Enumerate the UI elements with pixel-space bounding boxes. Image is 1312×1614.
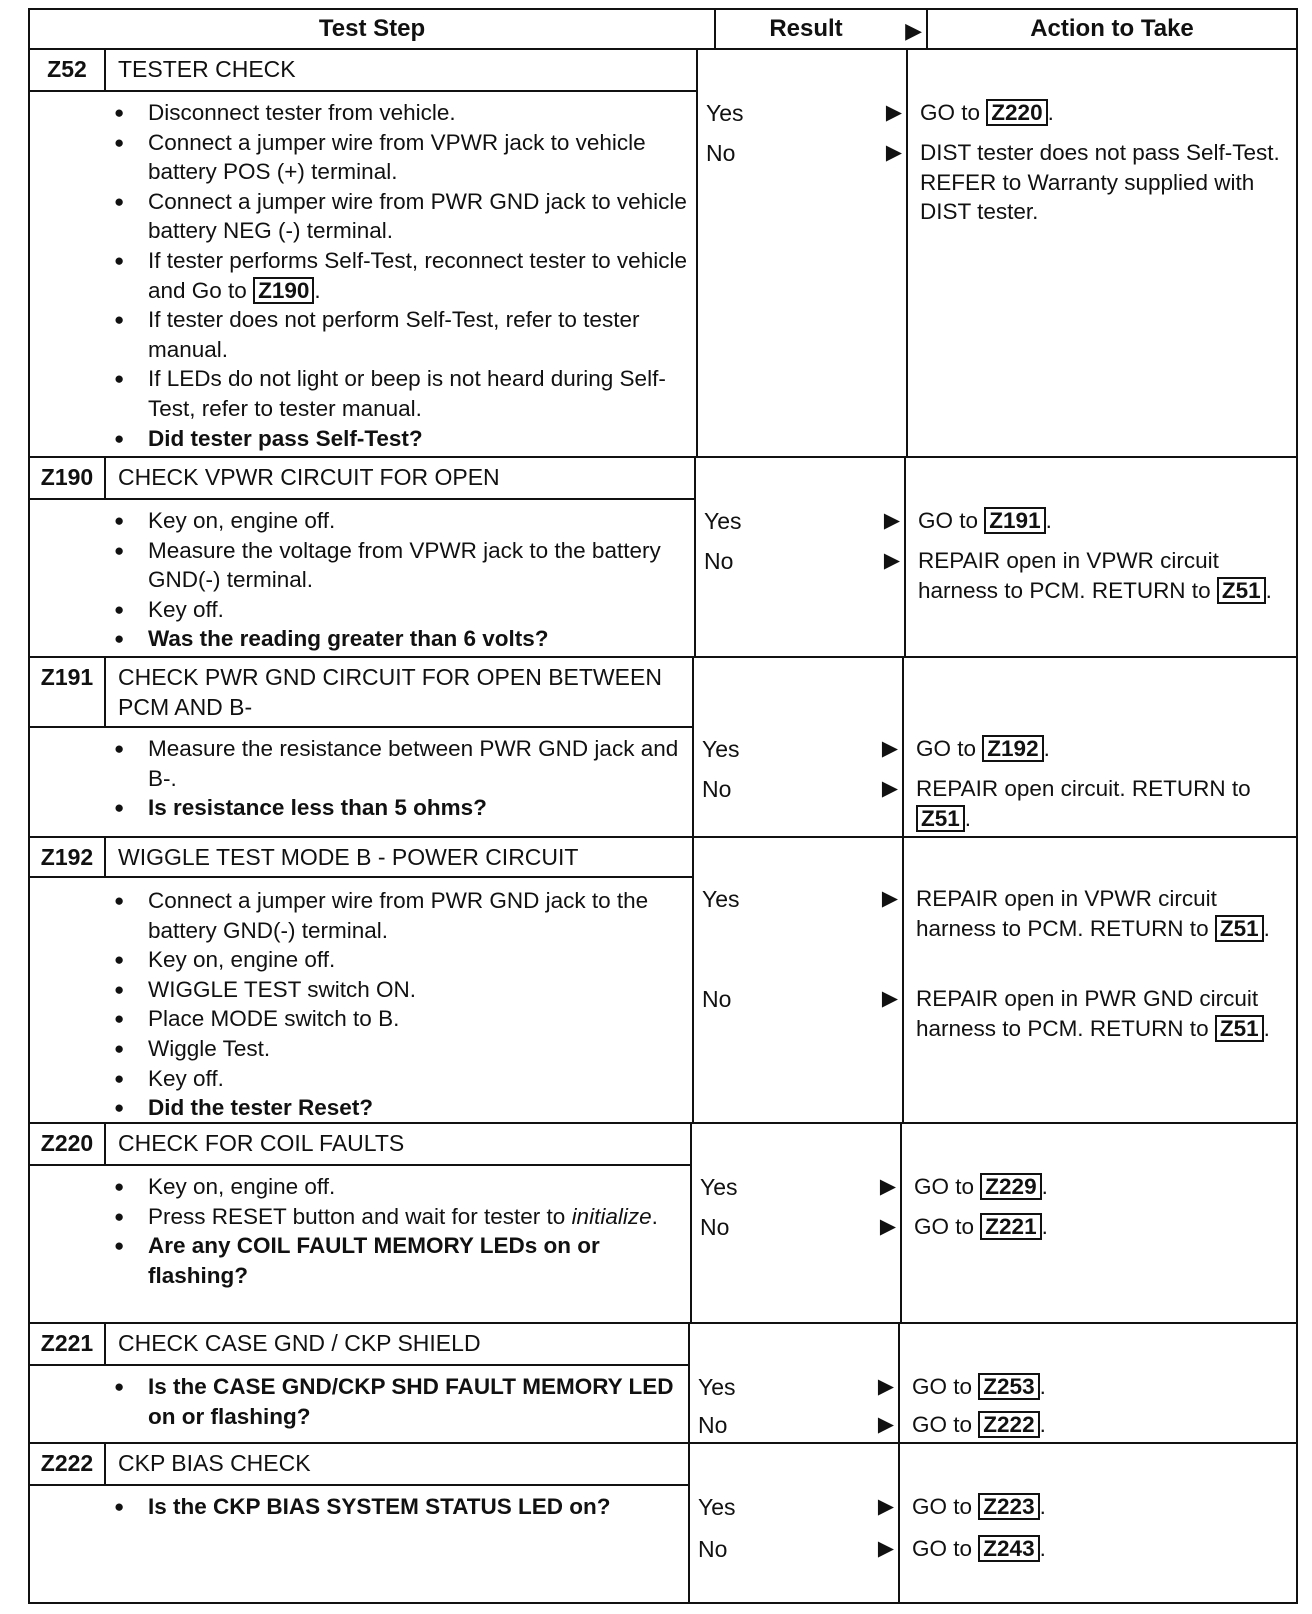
list-item: ● Connect a jumper wire from PWR GND jack to vehicle battery NEG (-) terminal. [110, 187, 688, 246]
list-item-question: ● Are any COIL FAULT MEMORY LEDs on or flashing? [110, 1231, 682, 1290]
step-title: CHECK VPWR CIRCUIT FOR OPEN [118, 464, 500, 490]
arrow-right-icon: ▶ [881, 737, 898, 760]
list-item-question: ● Is the CKP BIAS SYSTEM STATUS LED on? [110, 1492, 680, 1522]
result-no-label: No [700, 1214, 730, 1240]
step-instructions [110, 1372, 680, 1431]
step-title-bar [30, 50, 696, 92]
step-title: WIGGLE TEST MODE B - POWER CIRCUIT [118, 844, 579, 870]
list-item: ● Measure the voltage from VPWR jack to the battery GND(-) terminal. [110, 536, 686, 595]
arrow-right-icon: ▶ [877, 1495, 894, 1518]
step-instructions [110, 886, 684, 1123]
action-text: GO to [918, 508, 979, 533]
step-instructions [110, 506, 686, 654]
step-code: Z52 [30, 50, 106, 90]
action-yes: GO to Z220 . [920, 100, 1054, 125]
step-title: CHECK PWR GND CIRCUIT FOR OPEN BETWEEN PCM AND B- [118, 664, 662, 720]
action-cell [898, 1324, 1296, 1442]
action-yes: GO to Z253 . [912, 1374, 1046, 1399]
result-cell [692, 658, 904, 836]
result-cell [688, 1444, 900, 1602]
step-instructions [110, 1172, 682, 1290]
test-step-cell [30, 658, 694, 836]
action-no: GO to Z221 . [914, 1214, 1048, 1239]
header-action-label: Action to Take [1030, 15, 1194, 42]
list-item: ● Disconnect tester from vehicle. [110, 98, 688, 128]
arrow-right-icon: ▶ [877, 1537, 894, 1560]
step-reference-link[interactable]: Z51 [1215, 915, 1264, 942]
arrow-right-icon: ▶ [877, 1375, 894, 1398]
step-z222 [30, 1444, 1296, 1602]
list-item-emphasis: initialize [571, 1203, 652, 1229]
step-code: Z221 [30, 1324, 106, 1364]
step-reference-link[interactable]: Z192 [982, 735, 1043, 762]
step-instructions [110, 98, 688, 453]
arrow-right-icon: ▶ [881, 987, 898, 1010]
list-item: ● If tester does not perform Self-Test, refer to tester manual. [110, 305, 688, 364]
arrow-right-icon: ▶ [905, 18, 922, 43]
action-yes: GO to Z192 . [916, 736, 1050, 761]
result-yes-label: Yes [706, 100, 744, 126]
arrow-right-icon: ▶ [885, 141, 902, 164]
step-z190 [30, 458, 1296, 658]
result-yes [706, 98, 902, 128]
result-no-label: No [706, 140, 736, 166]
step-title-bar [30, 838, 692, 878]
result-cell [692, 838, 904, 1122]
result-no-label: No [702, 986, 732, 1012]
list-item: ● Measure the resistance between PWR GND jack and B-. [110, 734, 684, 793]
list-item-question: ● Is resistance less than 5 ohms? [110, 793, 684, 823]
action-yes: REPAIR open in VPWR circuit harness to PCM. RETURN to Z51 . [916, 886, 1270, 941]
action-no: GO to Z243 . [912, 1536, 1046, 1561]
step-reference-link[interactable]: Z51 [1217, 577, 1266, 604]
step-code: Z190 [30, 458, 106, 498]
action-cell [898, 1444, 1296, 1602]
result-yes [702, 734, 898, 764]
list-item: ● Key off. [110, 1064, 684, 1094]
step-code: Z222 [30, 1444, 106, 1484]
action-text: GO to [914, 1214, 975, 1239]
result-no [700, 1212, 896, 1242]
action-cell [902, 658, 1296, 836]
result-yes [698, 1372, 894, 1402]
step-z191 [30, 658, 1296, 838]
list-item: ● Key off. [110, 595, 686, 625]
result-cell [690, 1124, 902, 1322]
step-reference-link[interactable]: Z253 [978, 1373, 1039, 1400]
arrow-right-icon: ▶ [883, 549, 900, 572]
step-title-bar [30, 1324, 688, 1366]
arrow-right-icon: ▶ [881, 777, 898, 800]
step-reference-link[interactable]: Z243 [978, 1535, 1039, 1562]
result-yes [704, 506, 900, 536]
list-item: ● Press RESET button and wait for tester to initialize. [110, 1202, 682, 1232]
action-text: REPAIR open in PWR GND circuit harness to PCM. RETURN to [916, 986, 1259, 1041]
list-item: ● Key on, engine off. [110, 506, 686, 536]
step-title-bar [30, 658, 692, 728]
result-no-label: No [698, 1412, 728, 1438]
result-yes-label: Yes [698, 1374, 736, 1400]
action-text: GO to [912, 1536, 973, 1561]
result-yes [700, 1172, 896, 1202]
step-title: CKP BIAS CHECK [118, 1450, 311, 1476]
step-z192 [30, 838, 1296, 1124]
list-item-question: ● Did the tester Reset? [110, 1093, 684, 1123]
action-cell [902, 838, 1296, 1122]
step-title-bar [30, 458, 694, 500]
action-no: REPAIR open in PWR GND circuit harness to PCM. RETURN to Z51 . [916, 986, 1270, 1041]
test-step-cell [30, 1444, 690, 1602]
result-cell [694, 458, 906, 656]
result-no [702, 774, 898, 804]
result-no-label: No [698, 1536, 728, 1562]
list-item: ● If LEDs do not light or beep is not heard during Self-Test, refer to tester manual. [110, 364, 688, 423]
result-yes [698, 1492, 894, 1522]
action-text: REPAIR open in VPWR circuit harness to PCM. RETURN to [918, 548, 1219, 603]
result-yes-label: Yes [704, 508, 742, 534]
header-action [928, 10, 1296, 50]
list-item-question: ● Did tester pass Self-Test? [110, 424, 688, 454]
test-step-cell [30, 458, 696, 656]
result-yes-label: Yes [702, 736, 740, 762]
action-text: GO to [912, 1374, 973, 1399]
result-no [698, 1534, 894, 1564]
step-title: TESTER CHECK [118, 56, 296, 82]
list-item: ● Key on, engine off. [110, 945, 684, 975]
result-yes-label: Yes [698, 1494, 736, 1520]
action-yes: GO to Z223 . [912, 1494, 1046, 1519]
action-text: REPAIR open circuit. RETURN to [916, 776, 1251, 801]
step-code: Z220 [30, 1124, 106, 1164]
test-step-cell [30, 1324, 690, 1442]
list-item: ● Key on, engine off. [110, 1172, 682, 1202]
arrow-right-icon: ▶ [881, 887, 898, 910]
result-no-label: No [704, 548, 734, 574]
test-step-cell [30, 838, 694, 1122]
step-reference-link[interactable]: Z221 [980, 1213, 1041, 1240]
step-reference-link[interactable]: Z51 [1215, 1015, 1264, 1042]
list-item-question: ● Is the CASE GND/CKP SHD FAULT MEMORY LED on or flashing? [110, 1372, 680, 1431]
result-yes-label: Yes [700, 1174, 738, 1200]
arrow-right-icon: ▶ [883, 509, 900, 532]
arrow-right-icon: ▶ [879, 1175, 896, 1198]
step-code: Z191 [30, 658, 106, 726]
header-test-step-label: Test Step [318, 15, 426, 42]
list-item: ● Connect a jumper wire from PWR GND jack to the battery GND(-) terminal. [110, 886, 684, 945]
header-result [716, 10, 928, 50]
list-item-text: Press RESET button and wait for tester to [148, 1203, 566, 1229]
step-z221 [30, 1324, 1296, 1444]
list-item-text: If tester performs Self-Test, reconnect tester to vehicle and Go to [148, 247, 687, 303]
step-reference-link[interactable]: Z223 [978, 1493, 1039, 1520]
step-title: CHECK FOR COIL FAULTS [118, 1130, 405, 1156]
result-yes-label: Yes [702, 886, 740, 912]
header-result-label: Result [769, 15, 843, 42]
action-text: GO to [920, 100, 981, 125]
list-item: ● Place MODE switch to B. [110, 1004, 684, 1034]
list-item: ● Connect a jumper wire from VPWR jack to vehicle battery POS (+) terminal. [110, 128, 688, 187]
list-item: ● WIGGLE TEST switch ON. [110, 975, 684, 1005]
action-text: GO to [914, 1174, 975, 1199]
action-no: REPAIR open in VPWR circuit harness to PCM. RETURN to Z51 . [918, 548, 1272, 603]
arrow-right-icon: ▶ [885, 101, 902, 124]
arrow-right-icon: ▶ [877, 1413, 894, 1436]
step-title-bar [30, 1124, 690, 1166]
list-item-question: ● Was the reading greater than 6 volts? [110, 624, 686, 654]
action-text: GO to [916, 736, 977, 761]
header-test-step [30, 10, 716, 50]
step-reference-link[interactable]: Z190 [253, 277, 314, 304]
action-text: REPAIR open in VPWR circuit harness to PCM. RETURN to [916, 886, 1217, 941]
action-text: GO to [912, 1494, 973, 1519]
step-reference-link[interactable]: Z51 [916, 805, 965, 832]
step-reference-link[interactable]: Z191 [984, 507, 1045, 534]
result-no [706, 138, 902, 168]
test-step-cell [30, 1124, 692, 1322]
step-z220 [30, 1124, 1296, 1324]
action-cell [906, 50, 1296, 456]
list-item: ● If tester performs Self-Test, reconnect tester to vehicle and Go to Z190 . [110, 246, 688, 305]
action-text: GO to [912, 1412, 973, 1437]
step-reference-link[interactable]: Z220 [986, 99, 1047, 126]
result-yes [702, 884, 898, 914]
test-step-cell [30, 50, 698, 456]
action-text: DIST tester does not pass Self-Test. REFER to Warranty supplied with DIST tester. [920, 140, 1280, 225]
step-title: CHECK CASE GND / CKP SHIELD [118, 1330, 481, 1356]
list-item: ● Wiggle Test. [110, 1034, 684, 1064]
step-reference-link[interactable]: Z222 [978, 1411, 1039, 1438]
result-cell [696, 50, 908, 456]
result-no [698, 1410, 894, 1440]
action-no: REPAIR open circuit. RETURN to Z51 . [916, 776, 1251, 831]
action-no: GO to Z222 . [912, 1412, 1046, 1437]
action-cell [900, 1124, 1296, 1322]
diagnostic-table [28, 8, 1298, 1604]
action-yes: GO to Z191 . [918, 508, 1052, 533]
step-z52 [30, 50, 1296, 458]
result-no-label: No [702, 776, 732, 802]
step-instructions [110, 734, 684, 823]
action-cell [904, 458, 1296, 656]
step-reference-link[interactable]: Z229 [980, 1173, 1041, 1200]
action-yes: GO to Z229 . [914, 1174, 1048, 1199]
step-code: Z192 [30, 838, 106, 876]
step-title-bar [30, 1444, 688, 1486]
step-instructions [110, 1492, 680, 1522]
action-no [920, 138, 1290, 227]
result-no [704, 546, 900, 576]
arrow-right-icon: ▶ [879, 1215, 896, 1238]
result-no [702, 984, 898, 1014]
result-cell [688, 1324, 900, 1442]
